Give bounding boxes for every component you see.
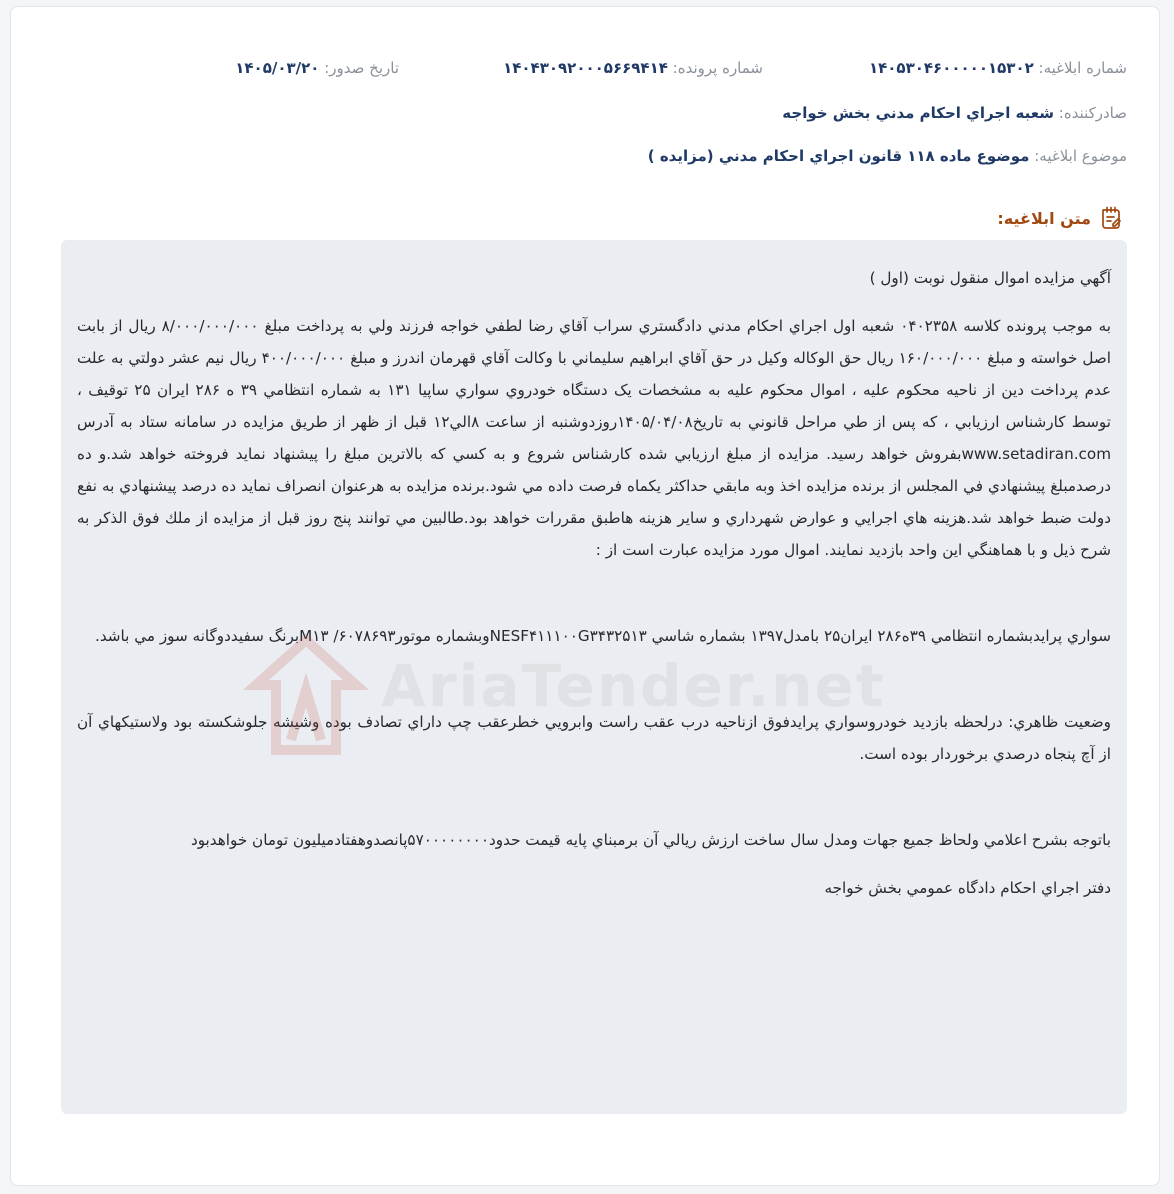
paragraph-vehicle: سواري پرايدبشماره انتظامي ۳۹ه۲۸۶ ايران۲۵ بامدل۱۳۹۷ بشماره شاسي NESF۴۱۱۱۰۰G۳۴۳۲۵۱۳وبشماره موتور۶۰۷۸۶۹۳/ M۱۳برنگ سفيددوگانه سوز مي باشد. [95, 627, 1111, 645]
subject-label: موضوع ابلاغيه: [1034, 147, 1127, 165]
case-number-label: شماره پرونده: [672, 59, 763, 77]
case-number [503, 59, 763, 77]
paragraph-office: دفتر اجراي احكام دادگاه عمومي بخش خواجه [824, 879, 1111, 897]
section-title-text: متن ابلاغيه: [997, 208, 1091, 228]
case-number-value: ۱۴۰۴۳۰۹۲۰۰۰۵۶۶۹۴۱۴ [503, 59, 668, 77]
notice-card [10, 6, 1160, 1186]
paragraph-condition: وضعيت ظاهري: درلحظه بازديد خودروسواري پرايدفوق ازناحيه درب عقب راست وابرويي خطرعقب چپ داراي تصادف بوده وشيشه جلوشكسته بود ولاستيكهاي آن از آچ پنجاه درصدي برخوردار بوده است. [77, 713, 1111, 763]
section-title [997, 205, 1123, 231]
notice-number-label: شماره ابلاغيه: [1038, 59, 1127, 77]
watermark-text: AriaTender.net [381, 652, 886, 720]
issuer-value: شعبه اجراي احکام مدني بخش خواجه [782, 104, 1054, 122]
notice-text-box [61, 240, 1127, 1114]
issuer [782, 104, 1127, 122]
paragraph-main: به موجب پرونده كلاسه ۰۴۰۲۳۵۸ شعبه اول اجراي احكام مدني دادگستري سراب آقاي رضا لطفي خواجه فرزند ولي به پرداخت مبلغ ۸/۰۰۰/۰۰۰/۰۰۰ ريال از بابت اصل خواسته و مبلغ ۱۶۰/۰۰۰/۰۰۰ ريال حق الوكاله وكيل در حق آقاي ابراهيم سليماني با وكالت آقاي قهرمان اندرز و مبلغ ۴۰۰/۰۰۰/۰۰۰ ريال نيم عشر دولتي به علت عدم پرداخت دين از ناحيه محكوم عليه ، اموال محكوم عليه به مشخصات يک دستگاه خودروي سواري ساپيا ۱۳۱ به شماره انتظامي ۳۹ ه ۲۸۶ ايران ۲۵ توقيف ، توسط كارشناس ارزيابي ، كه پس از طي مراحل قانوني به تاريخ۱۴۰۵/۰۴/۰۸روزدوشنبه از ساعت ۸الي۱۲ قبل از ظهر از طريق مزايده در سامانه ستاد به آدرس www.setadiran.comبفروش خواهد رسيد. مزايده از مبلغ ارزيابي شده كارشناس شروع و به كسي كه بالاترين مبلغ را پيشنهاد نمايد فروخته خواهد شد.و ده درصدمبلغ پيشنهادي في المجلس از برنده مزايده اخذ وبه مابقي حداكثر يكماه فرصت داده مي شود.برنده مزايده به هرعنوان انصراف نمايد ده درصد پيشنهادي به نفع دولت ضبط خواهد شد.هزينه هاي اجرايي و عوارض شهرداري و ساير هزينه هاطبق مقررات خواهد بود.طالبين مي توانند پنج روز قبل از مزايده از ملك فوق الذكر به شرح ذيل و با هماهنگي اين واحد بازديد نمايند. اموال مورد مزايده عبارت است از : [77, 317, 1112, 559]
notice-number [869, 59, 1127, 77]
paragraph-title: آگهي مزايده اموال منقول نوبت (اول ) [869, 269, 1111, 287]
issuer-label: صادرکننده: [1058, 104, 1127, 122]
notice-number-value: ۱۴۰۵۳۰۴۶۰۰۰۰۰۱۵۳۰۲ [868, 59, 1034, 77]
issue-date-label: تاريخ صدور: [324, 59, 399, 77]
paragraph-price: باتوجه بشرح اعلامي ولحاظ جميع جهات ومدل سال ساخت ارزش ريالي آن برمبناي پايه قيمت حدود۵۷۰۰۰۰۰۰۰۰پانصدوهفتادميليون تومان خواهدبود [190, 831, 1111, 849]
document-note-icon [1099, 205, 1123, 231]
issue-date [235, 59, 399, 77]
subject-value: موضوع ماده ۱۱۸ قانون اجراي احكام مدني (مزايده ) [647, 147, 1030, 165]
subject [648, 147, 1127, 165]
issue-date-value: ۱۴۰۵/۰۳/۲۰ [235, 59, 320, 77]
